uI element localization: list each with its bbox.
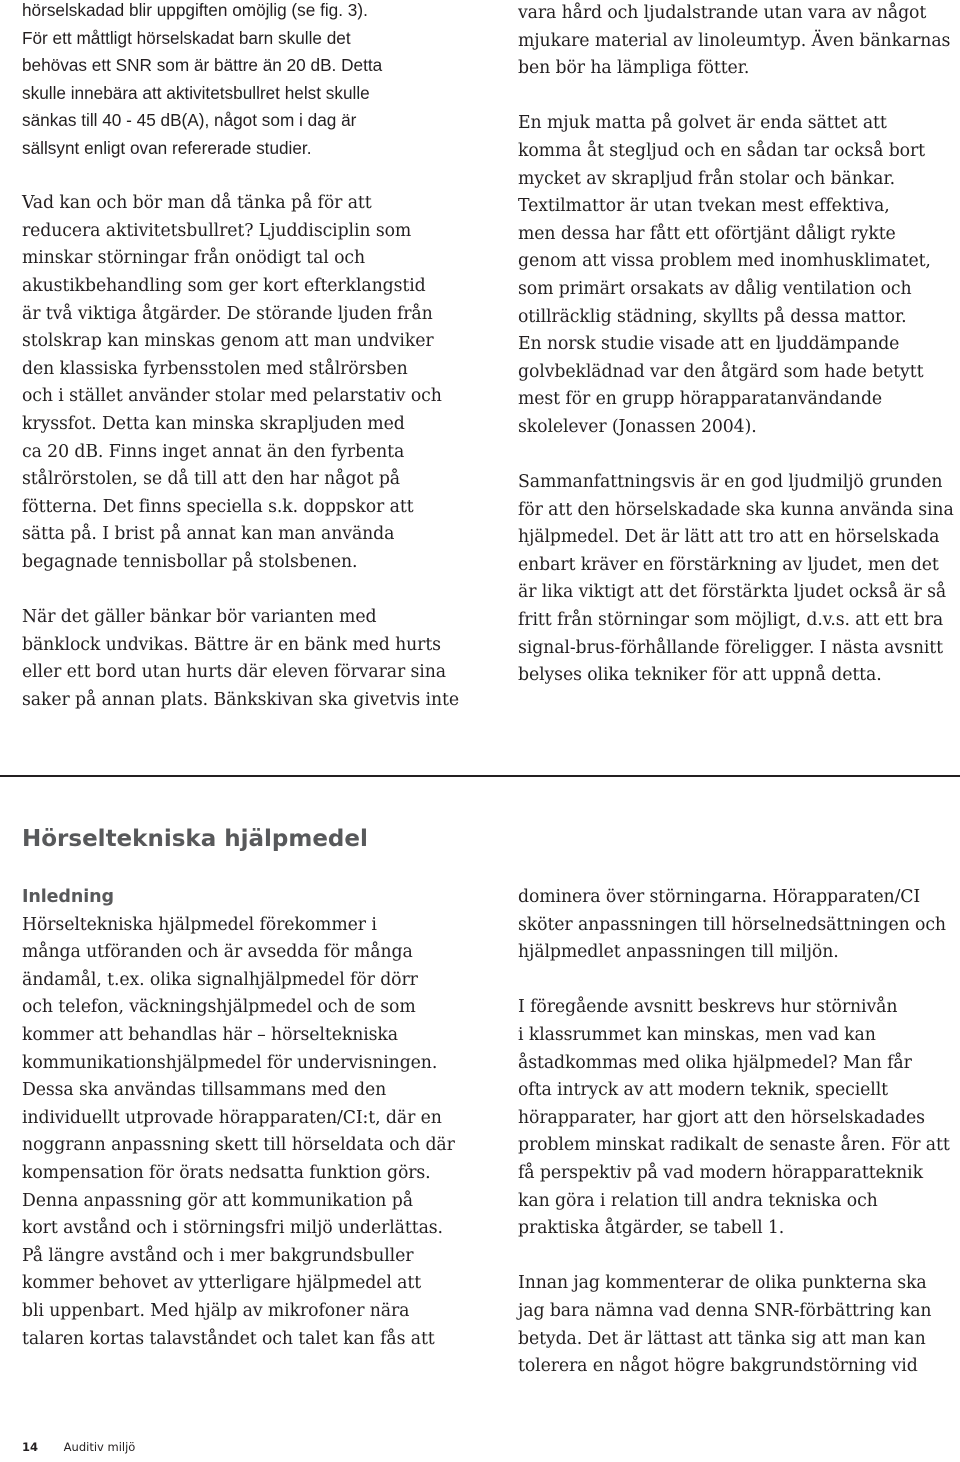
body-paragraph: I föregående avsnitt beskrevs hur störnivån i klassrummet kan minskas, men vad kan åstadkommas med olika hjälpmedel? Man får ofta intryck av att modern teknik, speciellt hörapparater, har gjort att den hörselskadades problem minskat radikalt de senaste åren. För att få perspektiv på vad modern hörapparatteknik kan göra i relation till andra tekniska och praktiska åtgärder, se tabell 1. [518,997,950,1239]
page-footer [22,1440,135,1454]
subheading: Inledning [22,887,114,907]
publication-name: Auditiv miljö [63,1440,136,1454]
body-paragraph: Vad kan och bör man då tänka på för att reducera aktivitetsbullret? Ljuddisciplin som minskar störningar från onödigt tal och akustikbehandling som ger kort efterklangstid är två viktiga åtgärder. De störande ljuden från stolskrap kan minskas genom att man undviker den klassiska fyrbensstolen med stålrörsben och i stället använder stolar med pelarstativ och kryssfot. Detta kan minska skrapljuden med ca 20 dB. Finns inget annat än den fyrbenta stålrörstolen, se då till att den har något på fötterna. Det finns speciella s.k. doppskor att sätta på. I brist på annat kan man använda begagnade tennisbollar på stolsbenen. [22,193,442,572]
body-paragraph: vara hård och ljudalstrande utan vara av något mjukare material av linoleumtyp. Även bänkarnas ben bör ha lämpliga fötter. [518,3,951,79]
body-paragraph: dominera över störningarna. Hörapparaten/CI sköter anpassningen till hörselnedsättningen och hjälpmedlet anpassningen till miljön. [518,887,946,963]
page-number: 14 [22,1440,39,1454]
section-divider [0,775,960,777]
top-right-column [518,0,958,690]
body-paragraph: Sammanfattningsvis är en god ljudmiljö grunden för att den hörselskadade ska kunna använda sina hjälpmedel. Det är lätt att tro att en hörselskada enbart kräver en förstärkning av ljudet, men det är lika viktigt att det förstärkta ljudet också är så fritt från störningar som möjligt, d.v.s. att ett bra signal-brus-förhållande föreligger. I nästa avsnitt belyses olika tekniker för att uppnå detta. [518,472,954,686]
top-left-column [22,0,472,714]
body-paragraph: hörselskadad blir uppgiften omöjlig (se fig. 3). För ett måttligt hörselskadat barn skulle det behövas ett SNR som är bättre än 20 dB. Detta skulle innebära att aktivitetsbullret helst skulle sänkas till 40 - 45 dB(A), något som i dag är sällsynt enligt ovan refererade studier. [22,0,383,158]
body-paragraph: En mjuk matta på golvet är enda sättet att komma åt stegljud och en sådan tar också bort mycket av skrapljud från stolar och bänkar. Textilmattor är utan tvekan mest effektiva, men dessa har fått ett oförtjänt dåligt rykte genom att vissa problem med inomhusklimatet, som primärt orsakats av dålig ventilation och otillräcklig städning, skyllts på dessa mattor. En norsk studie visade att en ljuddämpande golvbeklädnad var den åtgärd som hade betytt mest för en grupp hörapparatanvändande skolelever (Jonassen 2004). [518,113,931,437]
body-paragraph: Innan jag kommenterar de olika punkterna ska jag bara nämna vad denna SNR-förbättring kan betyda. Det är lättast att tänka sig att man kan tolerera en något högre bakgrundstörning vid [518,1273,932,1377]
body-paragraph: När det gäller bänkar bör varianten med bänklock undvikas. Bättre är en bänk med hurts eller ett bord utan hurts där eleven förvarar sina saker på annan plats. Bänkskivan ska givetvis inte [22,607,459,710]
bottom-right-column [518,884,958,1381]
bottom-left-column [22,884,472,1353]
section-title: Hörseltekniska hjälpmedel [22,826,368,852]
body-paragraph: Hörseltekniska hjälpmedel förekommer i många utföranden och är avsedda för många ändamål, t.ex. olika signalhjälpmedel för dörr och telefon, väckningshjälpmedel och de som kommer att behandlas här – hörseltekniska kommunikationshjälpmedel för undervisningen. Dessa ska användas tillsammans med den individuellt utprovade hörapparaten/CI:t, där en noggrann anpassning skett till hörseldata och där kompensation för örats nedsatta funktion görs. Denna anpassning gör att kommunikation på kort avstånd och i störningsfri miljö underlättas. På längre avstånd och i mer bakgrundsbuller kommer behovet av ytterligare hjälpmedel att bli uppenbart. Med hjälp av mikrofoner nära talaren kortas talavståndet och talet kan fås att [22,914,455,1349]
